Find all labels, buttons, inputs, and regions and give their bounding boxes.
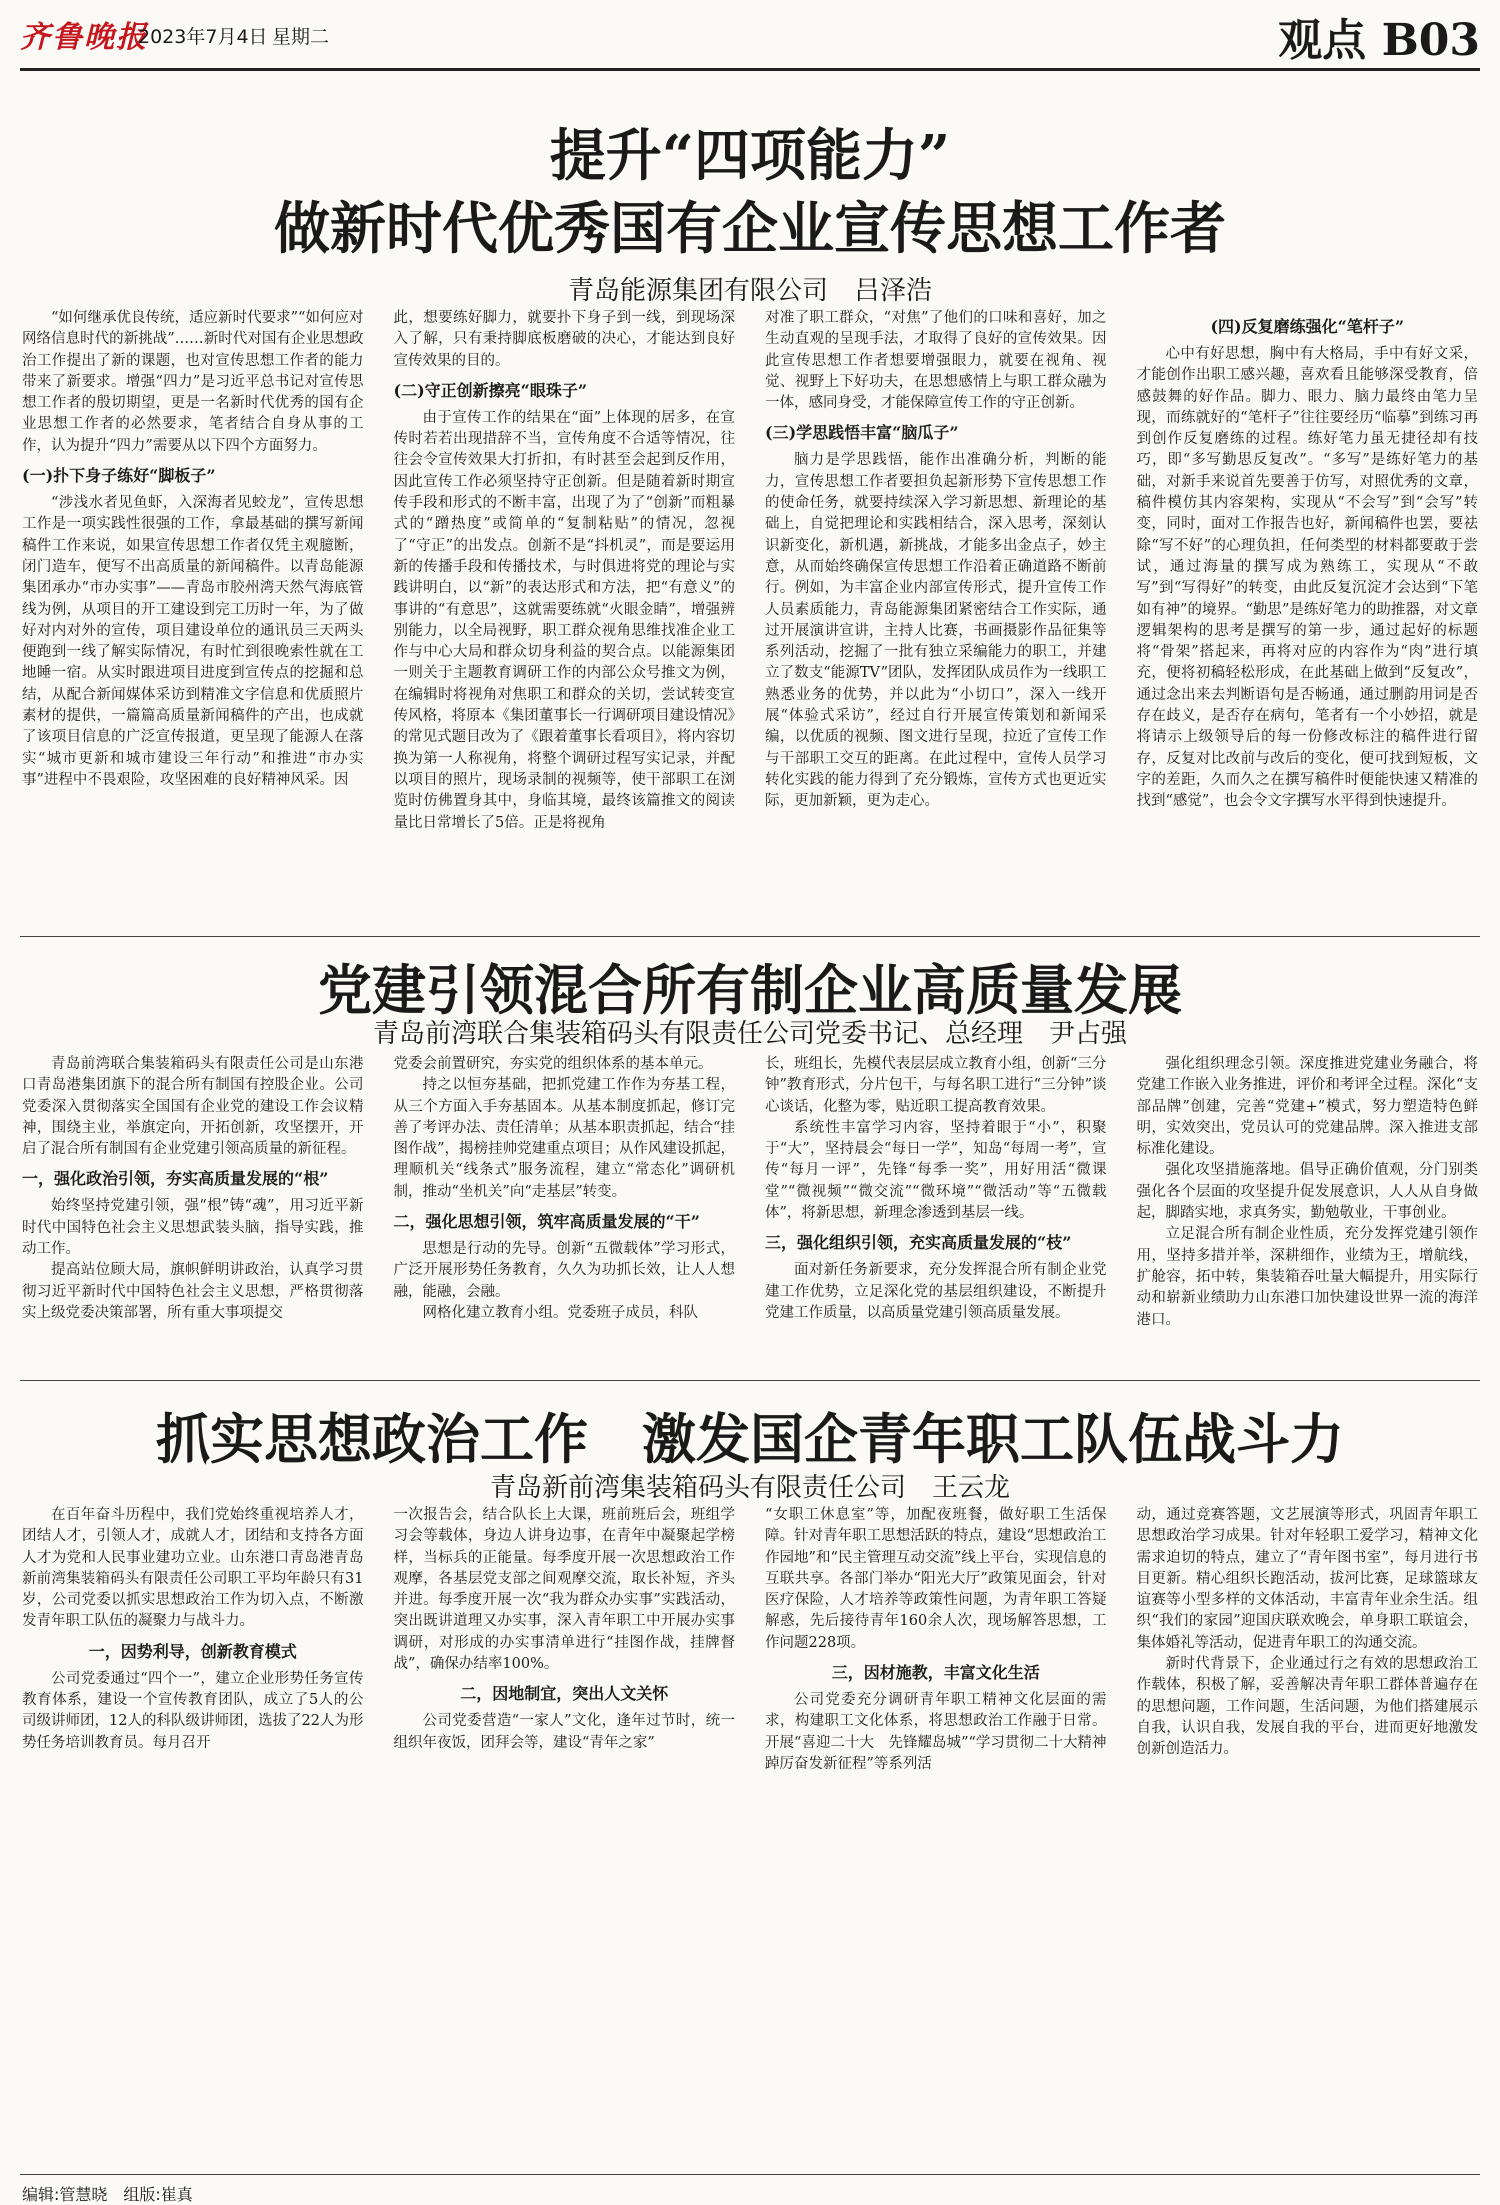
article3-column (1137, 1505, 1479, 2155)
paragraph: 立足混合所有制企业性质，充分发挥党建引领作用，坚持多措并举，深耕细作，业绩为王，增航线，扩舱容，拓中转，集装箱吞吐量大幅提升，用实际行动和崭新业绩助力山东港口加快建设世界一流的海洋港口。 (1136, 1226, 1478, 1328)
section-heading: 二，因地制宜，突出人文关怀 (460, 1684, 669, 1704)
article2-column (765, 1054, 1107, 1370)
footer-rule (20, 2174, 1480, 2175)
newspaper-logo: 齐鲁晚报 (20, 20, 148, 55)
article3-body (22, 1505, 1478, 2155)
article3-column (765, 1505, 1121, 2155)
article1-column (1137, 308, 1479, 928)
masthead-rule (20, 68, 1480, 71)
paragraph: 动，通过竞赛答题，文艺展演等形式，巩固青年职工思想政治学习成果。针对年轻职工爱学习，精神文化需求迫切的特点，建立了“青年图书室”，每月进行书目更新。精心组织长跑活动，拔河比赛，足球篮球友谊赛等小型多样的文体活动，丰富青年业余生活。组织“我们的家园”迎国庆联欢晚会，单身职工联谊会，集体婚礼等活动，促进青年职工的沟通交流。 (1136, 1507, 1478, 1651)
paragraph: 思想是行动的先导。创新“五微载体”学习形式，广泛开展形势任务教育，久久为功抓长效，让人人想融，能融，会融。 (393, 1241, 735, 1300)
paragraph: 新时代背景下，企业通过行之有效的思想政治工作载体，积极了解，妥善解决青年职工群体普遍存在的思想问题，工作问题，生活问题，为他们搭建展示自我，认识自我，发展自我的平台，进而更好地激发创新创造活力。 (1136, 1656, 1478, 1758)
masthead (20, 0, 1480, 70)
article1-column (394, 308, 736, 928)
paragraph: 始终坚持党建引领，强“根”铸“魂”，用习近平新时代中国特色社会主义思想武装头脑，指导实践，推动工作。 (22, 1198, 364, 1258)
article3-byline: 青岛新前湾集装箱码头有限责任公司 王云龙 (489, 1473, 1010, 1503)
paragraph: “如何继承优良传统，适应新时代要求”“如何应对网络信息时代的新挑战”……新时代对国有企业思想政治工作提出了新的课题，也对宣传思想工作者的能力带来了新要求。增强“四力”是习近平总书记对宣传思想工作者的殷切期望，更是一名新时代优秀的国有企业思想工作者的必然要求，笔者结合自身从事的工作，认为提升“四力”需要从以下四个方面努力。 (22, 310, 364, 454)
article2-column (1137, 1054, 1479, 1370)
paragraph: 公司党委充分调研青年职工精神文化层面的需求，构建职工文化体系，将思想政治工作融于日常。开展“喜迎二十大 先锋耀岛城”“学习贯彻二十大精神 踔厉奋发新征程”等系列活 (765, 1692, 1121, 1772)
paragraph: 一次报告会，结合队长上大课，班前班后会，班组学习会等载体，身边人讲身边事，在青年中凝聚起学榜样，当标兵的正能量。每季度开展一次思想政治工作观摩，各基层党支部之间观摩交流，取长补短，齐头并进。每季度开展一次“我为群众办实事”实践活动，突出既讲道理又办实事，深入青年职工中开展办实事调研，对形成的办实事清单进行“挂图作战，挂牌督战”，确保办结率100%。 (393, 1507, 735, 1673)
paragraph: 持之以恒夯基础，把抓党建工作作为夯基工程，从三个方面入手夯基固本。从基本制度抓起，修订完善了考评办法、责任清单；从基本职责抓起，结合“挂图作战”，揭榜挂帅党建重点项目；从作风建设抓起，理顺机关“线条式”服务流程，建立“常态化”调研机制，推动“坐机关”向“走基层”转变。 (393, 1077, 735, 1200)
article3-column (394, 1505, 736, 2155)
article1-title-line1: 提升“四项能力” (549, 123, 951, 189)
section-heading: 一，强化政治引领，夯实高质量发展的“根” (22, 1169, 329, 1189)
section-divider (20, 936, 1480, 937)
article3-title: 抓实思想政治工作 激发国企青年职工队伍战斗力 (156, 1407, 1344, 1471)
issue-date: 2023年7月4日 (138, 26, 268, 48)
article3-column (22, 1505, 364, 2155)
paragraph: 公司党委营造“一家人”文化，逢年过节时，统一组织年夜饭，团拜会等，建设“青年之家” (393, 1713, 735, 1751)
paragraph: 公司党委通过“四个一”，建立企业形势任务宣传教育体系，建设一个宣传教育团队，成立了5人的公司级讲师团，12人的科队级讲师团，选拔了22人为形势任务培训教育员。每月召开 (22, 1670, 364, 1751)
section-heading: 三，因材施教，丰富文化生活 (831, 1663, 1040, 1683)
paragraph: 网格化建立教育小组。党委班子成员，科队 (422, 1304, 698, 1321)
paragraph: 青岛前湾联合集装箱码头有限责任公司是山东港口青岛港集团旗下的混合所有制国有控股企业。公司党委深入贯彻落实全国国有企业党的建设工作会议精神，围绕主业，举旗定向，开拓创新，攻坚摆开，开启了混合所有制国有企业党建引领高质量的新征程。 (22, 1056, 364, 1158)
issue-weekday: 星期二 (272, 26, 330, 48)
article2-title: 党建引领混合所有制企业高质量发展 (318, 958, 1182, 1022)
footer-editors: 编辑:管慧晓 组版:崔真 (22, 2185, 193, 2204)
paragraph: 长，班组长，先模代表层层成立教育小组，创新“三分钟”教育形式，分片包干，与每名职工进行“三分钟”谈心谈话，化整为零，贴近职工提高教育效果。 (765, 1056, 1107, 1115)
paragraph: 党委会前置研究，夯实党的组织体系的基本单元。 (393, 1056, 713, 1072)
paragraph: 心中有好思想，胸中有大格局，手中有好文采，才能创作出职工感兴趣，喜欢看且能够深受教育，倍感鼓舞的好作品。脚力、眼力、脑力最终由笔力呈现，而练就好的“笔杆子”往往要经历“临摹”到练习再到创作反复磨练的过程。练好笔力虽无捷径却有技巧，即“多写勤思反复改”。“多写”是练好笔力的基础，对新手来说首先要善于仿写，对照优秀的文章，稿件模仿其内容架构，实现从“不会写”到“会写”转变，同时，面对工作报告也好，新闻稿件也罢，要祛除“写不好”的心理负担，任何类型的材料都要敢于尝试，通过海量的撰写成为熟练工，实现从“不敢写”到“写得好”的转变，由此反复沉淀才会达到“下笔如有神”的境界。“勤思”是练好笔力的助推器，对文章逻辑架构的思考是撰写的第一步，通过起好的标题将“骨架”搭起来，再将对应的内容作为“肉”进行填充，便将初稿轻松形成，在此基础上做到“反复改”，通过念出来去判断语句是否畅通，通过删韵用词是否存在歧义，是否存在病句，笔者有一个小妙招，就是将请示上级领导后的每一份修改标注的稿件进行留存，反复对比改前与改后的变化，便可找到短板，文字的差距，久而久之在撰写稿件时便能快速又精准的找到“感觉”，也会令文字撰写水平得到快速提升。 (1136, 346, 1478, 810)
section-divider (20, 1380, 1480, 1381)
paragraph: 脑力是学思践悟，能作出准确分析，判断的能力，宣传思想工作者要担负起新形势下宣传思想工作的使命任务，就要持续深入学习新思想、新理论的基础上，自觉把理论和实践相结合，深入思考，深刻认识新变化，新机遇，新挑战，才能多出金点子，妙主意，从而始终确保宣传思想工作沿着正确道路不断前行。例如，为丰富企业内部宣传形式，提升宣传工作人员素质能力，青岛能源集团紧密结合工作实际，通过开展演讲宣讲，主持人比赛，书画摄影作品征集等系列活动，挖掘了一批有独立采编能力的职工，并建立了数支“能源TV”团队，发挥团队成员作为一线职工熟悉业务的优势，并以此为“小切口”，深入一线开展“体验式采访”，经过自行开展宣传策划和新闻采编，以优质的视频、图文进行呈现，拉近了宣传工作与干部职工交互的距离。在此过程中，宣传人员学习转化实践的能力得到了充分锻炼，宣传方式也更近实际，更加新颖，更为走心。 (765, 452, 1107, 810)
section-heading: 三，强化组织引领，充实高质量发展的“枝” (765, 1233, 1072, 1253)
section-heading: (二)守正创新擦亮“眼珠子” (393, 380, 588, 400)
article2-column (22, 1054, 364, 1370)
article2-column (394, 1054, 736, 1370)
section-heading: (四)反复磨练强化“笔杆子” (1210, 317, 1405, 336)
section-heading: 一，因势利导，创新教育模式 (88, 1641, 297, 1661)
paragraph: 在百年奋斗历程中，我们党始终重视培养人才，团结人才，引领人才，成就人才，团结和支持各方面人才为党和人民事业建功立业。山东港口青岛港青岛新前湾集装箱码头有限责任公司职工平均年龄只有31岁，公司党委以抓实思想政治工作为切入点，不断激发青年职工队伍的凝聚力与战斗力。 (22, 1507, 364, 1630)
paragraph: 强化组织理念引领。深度推进党建业务融合，将党建工作嵌入业务推进，评价和考评全过程。深化“支部品牌”创建，完善“党建+”模式，努力塑造特色鲜明，实效突出，党员认可的党建品牌。深入推进支部标准化建设。 (1136, 1056, 1478, 1158)
paragraph: 此，想要练好脚力，就要扑下身子到一线，到现场深入了解，只有秉持脚底板磨破的决心，才能达到良好宣传效果的目的。 (393, 310, 735, 369)
article1-body (22, 308, 1478, 928)
paragraph: “女职工休息室”等，加配夜班餐，做好职工生活保障。针对青年职工思想活跃的特点，建设“思想政治工作园地”和“民主管理互动交流”线上平台，实现信息的互联共享。各部门举办“阳光大厅”政策见面会，针对医疗保险，人才培养等政策性问题，为青年职工答疑解惑，先后接待青年160余人次，现场解答思想，工作问题228项。 (765, 1507, 1107, 1651)
article1-column (22, 308, 364, 928)
article2-body (22, 1054, 1478, 1370)
paragraph: 提高站位顾大局，旗帜鲜明讲政治，认真学习贯彻习近平新时代中国特色社会主义思想，严格贯彻落实上级党委决策部署，所有重大事项提交 (22, 1262, 364, 1321)
paragraph: 系统性丰富学习内容，坚持着眼于“小”，积聚于“大”，坚持晨会“每日一学”，知岛“每周一考”，宣传“每月一评”，先锋“每季一奖”，用好用活“微课堂”“微视频”“微交流”“微环境”“微活动”等“五微载体”，将新思想，新理念渗透到基层一线。 (765, 1119, 1107, 1222)
article1-byline: 青岛能源集团有限公司 吕泽浩 (567, 276, 932, 306)
article1-title-line2: 做新时代优秀国有企业宣传思想工作者 (274, 196, 1226, 262)
article1-column (765, 308, 1107, 928)
paragraph: “涉浅水者见鱼虾，入深海者见蛟龙”，宣传思想工作是一项实践性很强的工作，拿最基础的撰写新闻稿件工作来说，如果宣传思想工作者仅凭主观臆断，闭门造车，便写不出高质量的新闻稿件。以青岛能源集团承办“市办实事”——青岛市胶州湾天然气海底管线为例，从项目的开工建设到完工历时一年，为了做好对内对外的宣传，项目建设单位的通讯员三天两头便跑到一线了解实际情况，有时忙到很晚索性就在工地睡一宿。从实时跟进项目进度到宣传点的挖掘和总结，从配合新闻媒体采访到精准文字信息和优质照片素材的提供，一篇篇高质量新闻稿件的产出，也成就了该项目信息的广泛宣传报道，更呈现了能源人在落实“城市更新和城市建设三年行动”和推进“市办实事”进程中不畏艰险，攻坚困难的良好精神风采。因 (22, 495, 364, 788)
section-heading: (三)学思践悟丰富“脑瓜子” (765, 423, 959, 443)
paragraph: 对准了职工群众，“对焦”了他们的口味和喜好，加之生动直观的呈现手法，才取得了良好的宣传效果。因此宣传思想工作者想要增强眼力，就要在视角、视觉、视野上下好功夫，在思想感情上与职工群众融为一体，感同身受，才能保障宣传工作的守正创新。 (765, 310, 1107, 412)
section-heading: (一)扑下身子练好“脚板子” (22, 466, 216, 486)
page-section: 观点 B03 (1278, 15, 1480, 66)
paragraph: 强化攻坚措施落地。倡导正确价值观，分门别类强化各个层面的攻坚提升促发展意识，人人从自身做起，脚踏实地，求真务实，勤勉敬业，干事创业。 (1136, 1162, 1478, 1222)
paragraph: 由于宣传工作的结果在“面”上体现的居多，在宣传时若若出现措辞不当，宣传角度不合适等情况，往往会令宣传效果大打折扣，有时甚至会起到反作用，因此宣传工作必须坚持守正创新。但是随着新时期宣传手段和形式的不断丰富，出现了为了“创新”而粗暴式的“蹭热度”或简单的“复制粘贴”的情况，忽视了“守正”的出发点。创新不是“抖机灵”，而是要运用新的传播手段和传播技术，与时俱进将党的理论与实践讲明白，以“新”的表达形式和方法，把“有意义”的事讲的“有意思”，这就需要练就“火眼金睛”，增强辨别能力，以全局视野，职工群众视角思维找准企业工作与中心大局和群众切身利益的契合点。以能源集团一则关于主题教育调研工作的内部公众号推文为例，在编辑时将视角对焦职工和群众的关切，尝试转变宣传风格，将原本《集团董事长一行调研项目建设情况》的常见式题目改为了《跟着董事长看项目》，将内容切换为第一人称视角，将整个调研过程写实记录，并配以项目的照片，现场录制的视频等，使干部职工在浏览时仿佛置身其中，身临其境，最终该篇推文的阅读量比日常增长了5倍。正是将视角 (393, 409, 735, 831)
section-heading: 二，强化思想引领，筑牢高质量发展的“干” (393, 1212, 700, 1232)
paragraph: 面对新任务新要求，充分发挥混合所有制企业党建工作优势，立足深化党的基层组织建设，不断提升党建工作质量，以高质量党建引领高质量发展。 (765, 1262, 1107, 1321)
article2-byline: 青岛前湾联合集装箱码头有限责任公司党委书记、总经理 尹占强 (372, 1019, 1127, 1049)
